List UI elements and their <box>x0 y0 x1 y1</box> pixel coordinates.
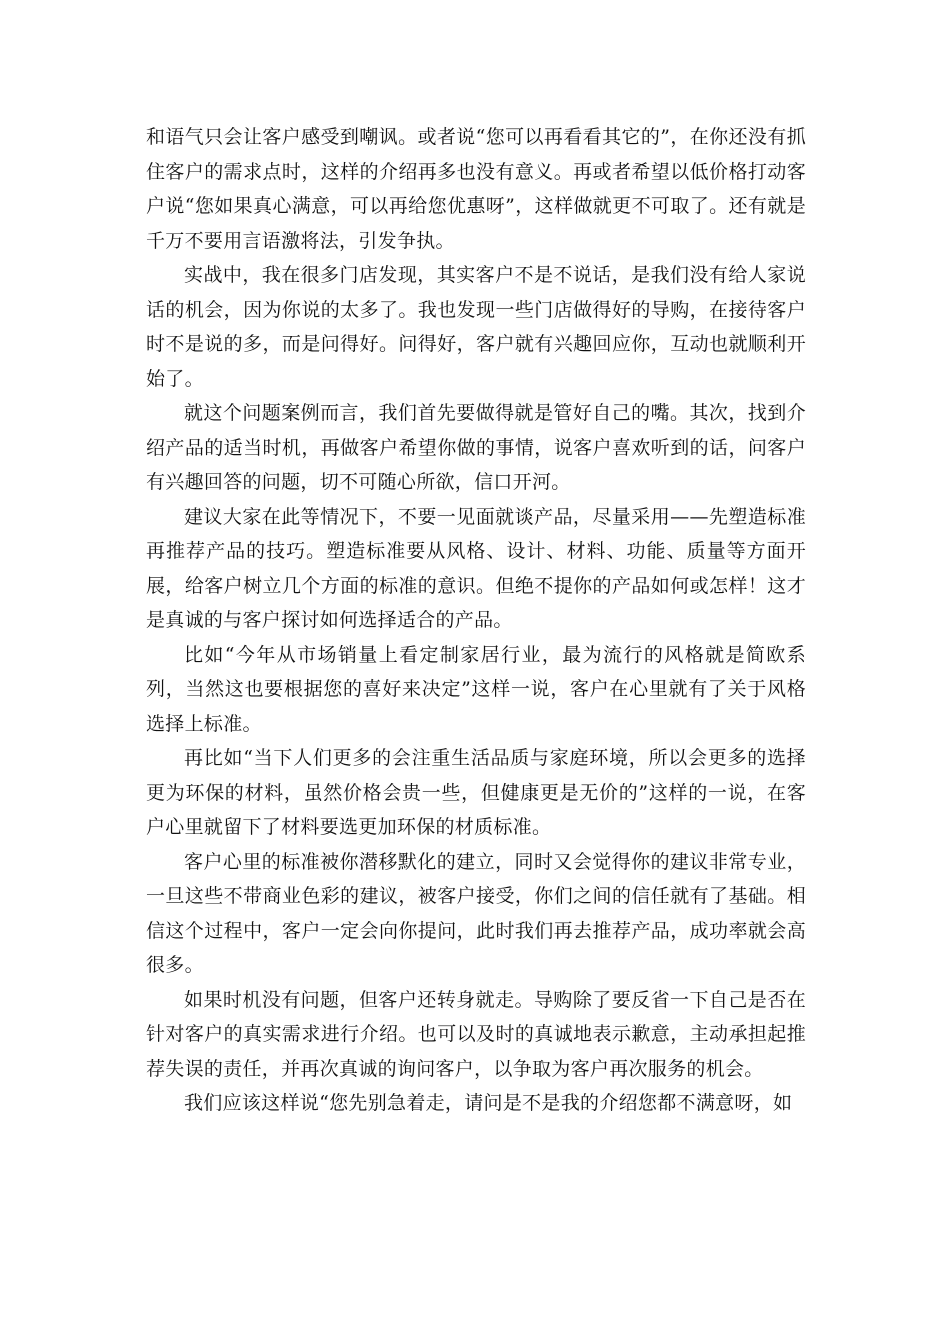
body-text <box>146 120 806 1121</box>
paragraph: 我们应该这样说“您先别急着走，请问是不是我的介绍您都不满意呀，如 <box>184 1092 793 1114</box>
paragraph: 建议大家在此等情况下，不要一见面就谈产品，尽量采用——先塑造标准再推荐产品的技巧。塑造标准要从风格、设计、材料、功能、质量等方面开展，给客户树立几个方面的标准的意识。但绝不提你的产品如何或怎样！这才是真诚的与客户探讨如何选择适合的产品。 <box>146 505 806 631</box>
paragraph: 如果时机没有问题，但客户还转身就走。导购除了要反省一下自己是否在针对客户的真实需求进行介绍。也可以及时的真诚地表示歉意，主动承担起推荐失误的责任，并再次真诚的询问客户，以争取为客户再次服务的机会。 <box>146 988 806 1080</box>
paragraph: 客户心里的标准被你潜移默化的建立，同时又会觉得你的建议非常专业，一旦这些不带商业色彩的建议，被客户接受，你们之间的信任就有了基础。相信这个过程中，客户一定会向你提问，此时我们再去推荐产品，成功率就会高很多。 <box>146 850 806 976</box>
paragraph: 实战中，我在很多门店发现，其实客户不是不说话，是我们没有给人家说话的机会，因为你说的太多了。我也发现一些门店做得好的导购，在接待客户时不是说的多，而是问得好。问得好，客户就有兴趣回应你，互动也就顺利开始了。 <box>146 264 806 390</box>
paragraph: 和语气只会让客户感受到嘲讽。或者说“您可以再看看其它的”，在你还没有抓住客户的需求点时，这样的介绍再多也没有意义。再或者希望以低价格打动客户说“您如果真心满意，可以再给您优惠呀”，这样做就更不可取了。还有就是千万不要用言语激将法，引发争执。 <box>146 126 806 252</box>
paragraph: 再比如“当下人们更多的会注重生活品质与家庭环境，所以会更多的选择更为环保的材料，虽然价格会贵一些，但健康更是无价的”这样的一说，在客户心里就留下了材料要选更加环保的材质标准。 <box>146 747 806 838</box>
paragraph: 比如“今年从市场销量上看定制家居行业，最为流行的风格就是简欧系列，当然这也要根据您的喜好来决定”这样一说，客户在心里就有了关于风格选择上标准。 <box>146 643 806 735</box>
paragraph: 就这个问题案例而言，我们首先要做得就是管好自己的嘴。其次，找到介绍产品的适当时机，再做客户希望你做的事情，说客户喜欢听到的话，问客户有兴趣回答的问题，切不可随心所欲，信口开河。 <box>146 402 806 493</box>
